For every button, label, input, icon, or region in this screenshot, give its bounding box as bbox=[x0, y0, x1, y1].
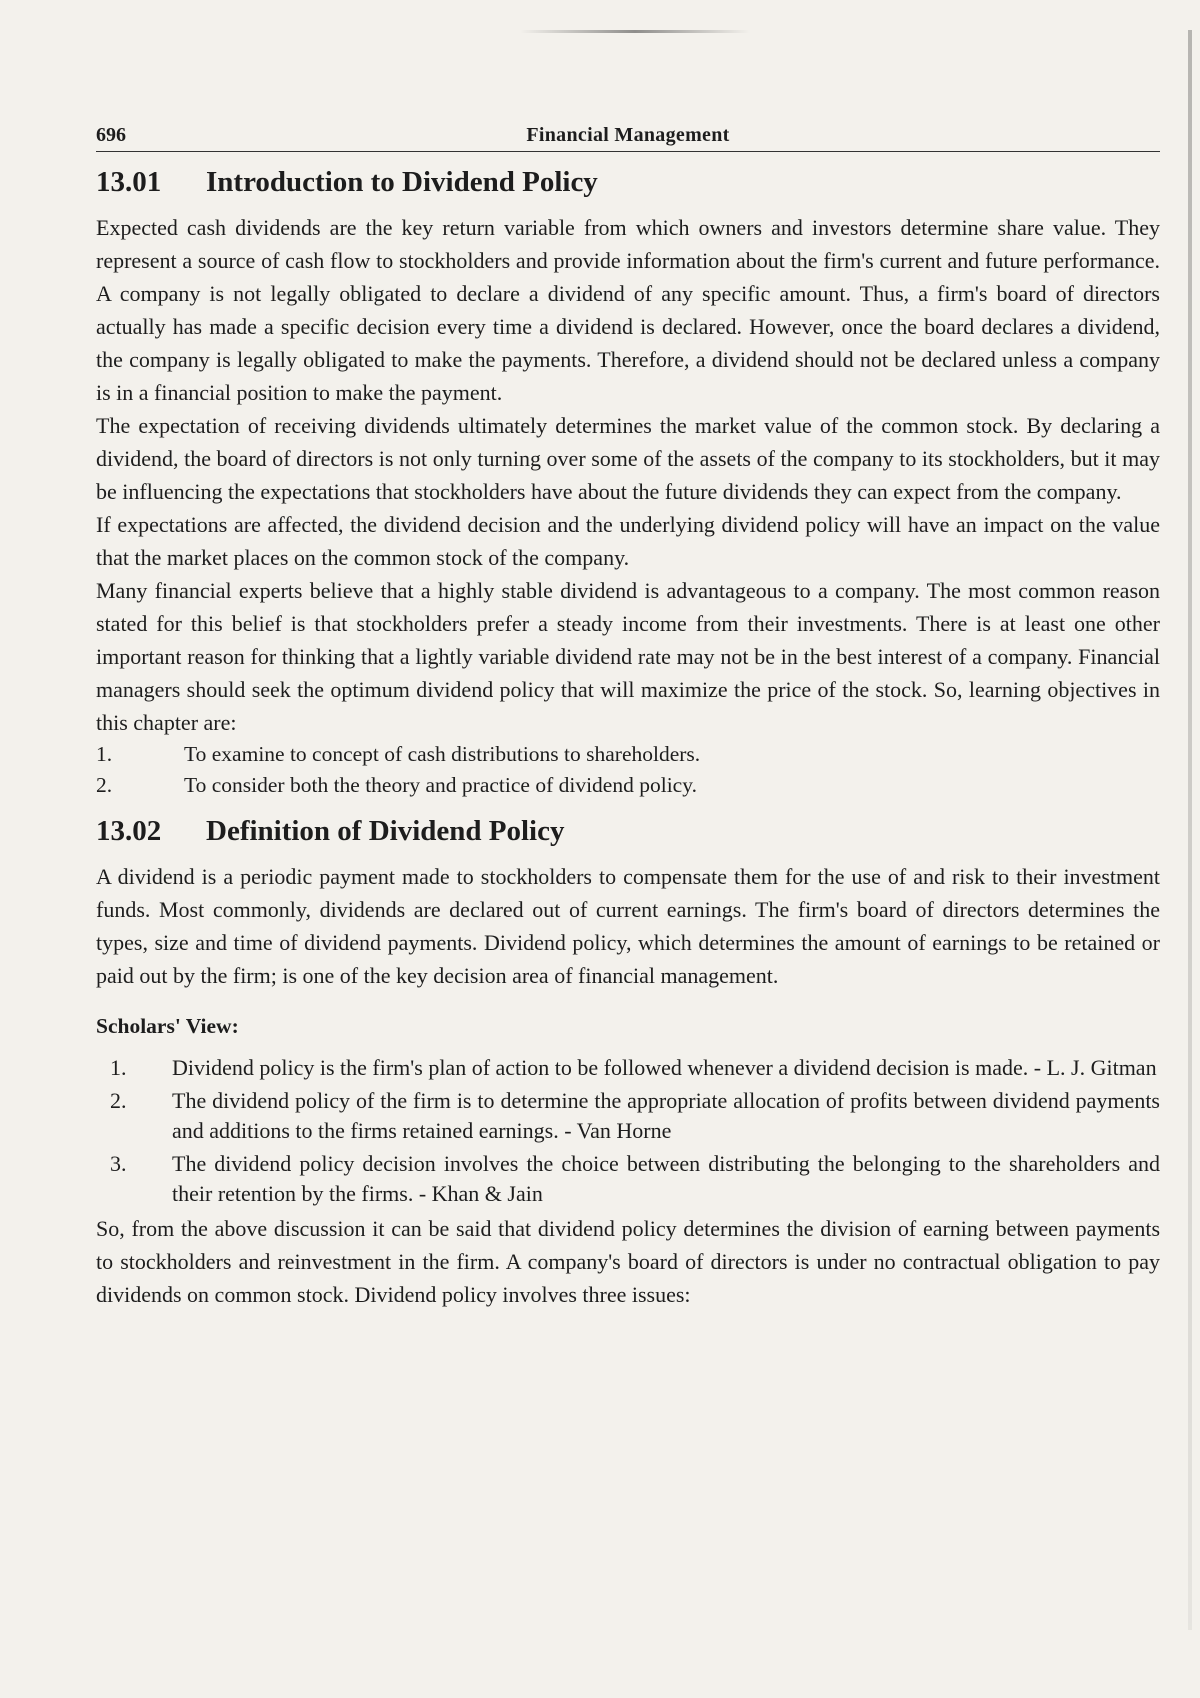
section-title: Introduction to Dividend Policy bbox=[206, 166, 598, 198]
running-header bbox=[96, 124, 1160, 152]
section-number: 13.01 bbox=[96, 166, 162, 198]
paragraph: So, from the above discussion it can be said that dividend policy determines the division of earning between payments to stockholders and reinvestment in the firm. A company's board of directors is under no contractual obligation to pay dividends on common stock. Dividend policy involves three issues: bbox=[96, 1216, 1160, 1307]
paragraph: Expected cash dividends are the key return variable from which owners and investors determine share value. They represent a source of cash flow to stockholders and provide information about the firm's current and future performance. A company is not legally obligated to declare a dividend of any specific amount. Thus, a firm's board of directors actually has made a specific decision every time a dividend is declared. However, once the board declares a dividend, the company is legally obligated to make the payments. Therefore, a dividend should not be declared unless a company is in a financial position to make the payment. bbox=[96, 215, 1160, 405]
running-title: Financial Management bbox=[526, 124, 730, 146]
section-number: 13.02 bbox=[96, 815, 162, 847]
paragraph: A dividend is a periodic payment made to stockholders to compensate them for the use of and risk to their investment funds. Most commonly, dividends are declared out of current earnings. The firm's board of directors determines the types, size and time of dividend payments. Dividend policy, which determines the amount of earnings to be retained or paid out by the firm; is one of the key decision area of financial management. bbox=[96, 864, 1160, 988]
book-page bbox=[96, 124, 1160, 1311]
scan-edge-top bbox=[520, 30, 750, 33]
scholars-view-list bbox=[96, 1053, 1160, 1209]
section-heading-intro bbox=[96, 166, 1160, 199]
list-text: To consider both the theory and practice of dividend policy. bbox=[184, 773, 697, 797]
list-number: 2. bbox=[110, 1088, 127, 1113]
paragraph: The expectation of receiving dividends ultimately determines the market value of the common stock. By declaring a dividend, the board of directors is not only turning over some of the assets of the company to its stockholders, but it may be influencing the expectations that stockholders have about the future dividends they can expect from the company. bbox=[96, 413, 1160, 504]
list-number: 2. bbox=[96, 773, 113, 797]
list-item bbox=[96, 739, 1160, 770]
list-number: 3. bbox=[110, 1151, 127, 1176]
scan-edge-right bbox=[1188, 30, 1192, 1630]
section-heading-definition bbox=[96, 815, 1160, 848]
list-number: 1. bbox=[96, 742, 113, 766]
list-text: The dividend policy decision involves the choice between distributing the belonging to the shareholders and their retention by the firms. - Khan & Jain bbox=[172, 1151, 1160, 1206]
paragraph: If expectations are affected, the dividend decision and the underlying dividend policy will have an impact on the value that the market places on the common stock of the company. bbox=[96, 512, 1160, 570]
list-text: Dividend policy is the firm's plan of action to be followed whenever a dividend decision is made. - L. J. Gitman bbox=[172, 1055, 1157, 1080]
section-title: Definition of Dividend Policy bbox=[206, 815, 565, 847]
paragraph: Many financial experts believe that a highly stable dividend is advantageous to a company. The most common reason stated for this belief is that stockholders prefer a steady income from their investments. There is at least one other important reason for thinking that a lightly variable dividend rate may not be in the best interest of a company. Financial managers should seek the optimum dividend policy that will maximize the price of the stock. So, learning objectives in this chapter are: bbox=[96, 578, 1160, 735]
scholars-view-heading: Scholars' View: bbox=[96, 1014, 239, 1038]
list-item bbox=[96, 1149, 1160, 1209]
list-text: To examine to concept of cash distributions to shareholders. bbox=[184, 742, 701, 766]
list-item bbox=[96, 770, 1160, 801]
list-item bbox=[96, 1086, 1160, 1146]
list-item bbox=[96, 1053, 1160, 1083]
list-number: 1. bbox=[110, 1055, 127, 1080]
page-number: 696 bbox=[96, 124, 126, 146]
list-text: The dividend policy of the firm is to determine the appropriate allocation of profits between dividend payments and additions to the firms retained earnings. - Van Horne bbox=[172, 1088, 1160, 1143]
objectives-list bbox=[96, 739, 1160, 801]
